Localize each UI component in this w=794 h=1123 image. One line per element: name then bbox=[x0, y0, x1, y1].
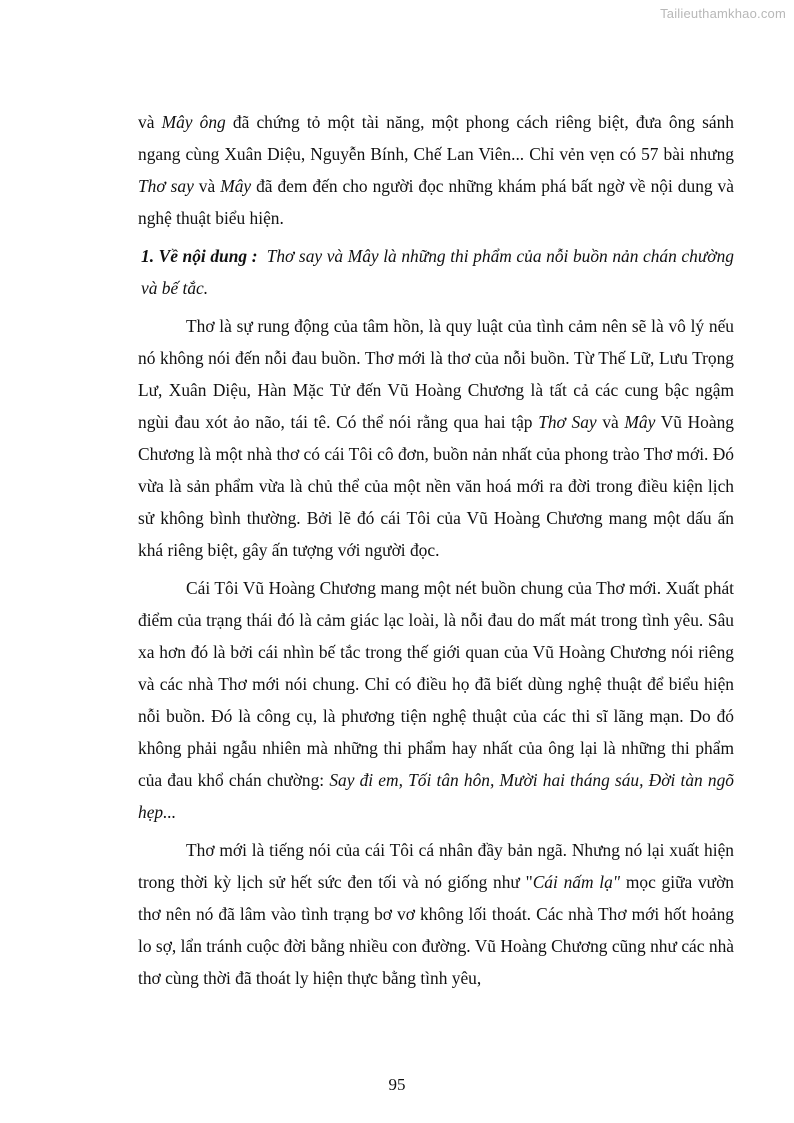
section-heading bbox=[141, 240, 734, 304]
watermark: Tailieuthamkhao.com bbox=[660, 6, 786, 21]
text-run: mọc giữa vườn thơ nên nó đã lâm vào tình trạng bơ vơ không lối thoát. Các nhà Thơ mới hốt hoảng lo sợ, lẩn tránh cuộc đời bằng nhiều con đường. Vũ Hoàng Chương cũng như các nhà thơ cùng thời đã thoát ly hiện thực bằng tình yêu, bbox=[138, 872, 734, 988]
paragraph-intro-continued bbox=[138, 106, 734, 234]
text-run: Thơ là sự rung động của tâm hồn, là quy luật của tình cảm nên sẽ là vô lý nếu nó không nói đến nỗi đau buồn. Thơ mới là thơ của nỗi buồn. Từ Thế Lữ, Lưu Trọng Lư, Xuân Diệu, Hàn Mặc Tử đến Vũ Hoàng Chương là tất cả các cung bậc ngậm ngùi đau xót ảo não, tái tê. Có thể nói rằng qua hai tập bbox=[138, 316, 734, 432]
italic-quote: Cái nấm lạ" bbox=[532, 872, 621, 892]
paragraph-1 bbox=[138, 310, 734, 566]
page-number: 95 bbox=[388, 1075, 406, 1094]
italic-title: Thơ Say bbox=[538, 412, 597, 432]
paragraph-3 bbox=[138, 834, 734, 994]
section-heading-text: Thơ say và Mây là những thi phẩm của nỗi buồn nản chán chường và bế tắc. bbox=[141, 246, 734, 298]
text-run: đã đem đến cho người đọc những khám phá bất ngờ về nội dung và nghệ thuật biểu hiện. bbox=[138, 176, 734, 228]
italic-title: Thơ say bbox=[138, 176, 194, 196]
paragraph-2 bbox=[138, 572, 734, 828]
text-run: đã chứng tỏ một tài năng, một phong cách riêng biệt, đưa ông sánh ngang cùng Xuân Diệu, Nguyễn Bính, Chế Lan Viên... Chỉ vẻn vẹn có 57 bài nhưng bbox=[138, 112, 734, 164]
page-body bbox=[138, 106, 734, 994]
italic-title: Mây bbox=[220, 176, 252, 196]
text-run: Vũ Hoàng Chương là một nhà thơ có cái Tôi cô đơn, buồn nản nhất của phong trào Thơ mới. Đó vừa là sản phẩm vừa là chủ thể của một nền văn hoá mới ra đời trong điều kiện lịch sử không bình thường. Bởi lẽ đó cái Tôi của Vũ Hoàng Chương mang một dấu ấn khá riêng biệt, gây ấn tượng với người đọc. bbox=[138, 412, 734, 560]
text-run: Cái Tôi Vũ Hoàng Chương mang một nét buồn chung của Thơ mới. Xuất phát điểm của trạng thái đó là cảm giác lạc loài, là nỗi đau do mất mát trong tình yêu. Sâu xa hơn đó là bởi cái nhìn bế tắc trong thế giới quan của Vũ Hoàng Chương nói riêng và các nhà Thơ mới nói chung. Chỉ có điều họ đã biết dùng nghệ thuật để biểu hiện nỗi buồn. Đó là công cụ, là phương tiện nghệ thuật của các thi sĩ lãng mạn. Do đó không phải ngẫu nhiên mà những thi phẩm hay nhất của ông lại là những thi phẩm của đau khổ chán chường: bbox=[138, 578, 734, 790]
italic-title: Mây ông bbox=[161, 112, 226, 132]
section-heading-label: 1. Về nội dung : bbox=[141, 246, 258, 266]
text-run: và bbox=[138, 112, 162, 132]
text-run: Thơ mới là tiếng nói của cái Tôi cá nhân đầy bản ngã. Nhưng nó lại xuất hiện trong thời kỳ lịch sử hết sức đen tối và nó giống như " bbox=[138, 840, 734, 892]
text-run: và bbox=[596, 412, 625, 432]
text-run: và bbox=[193, 176, 221, 196]
italic-titles-list: Say đi em, Tối tân hôn, Mười hai tháng sáu, Đời tàn ngõ hẹp... bbox=[138, 770, 734, 822]
italic-title: Mây bbox=[624, 412, 656, 432]
